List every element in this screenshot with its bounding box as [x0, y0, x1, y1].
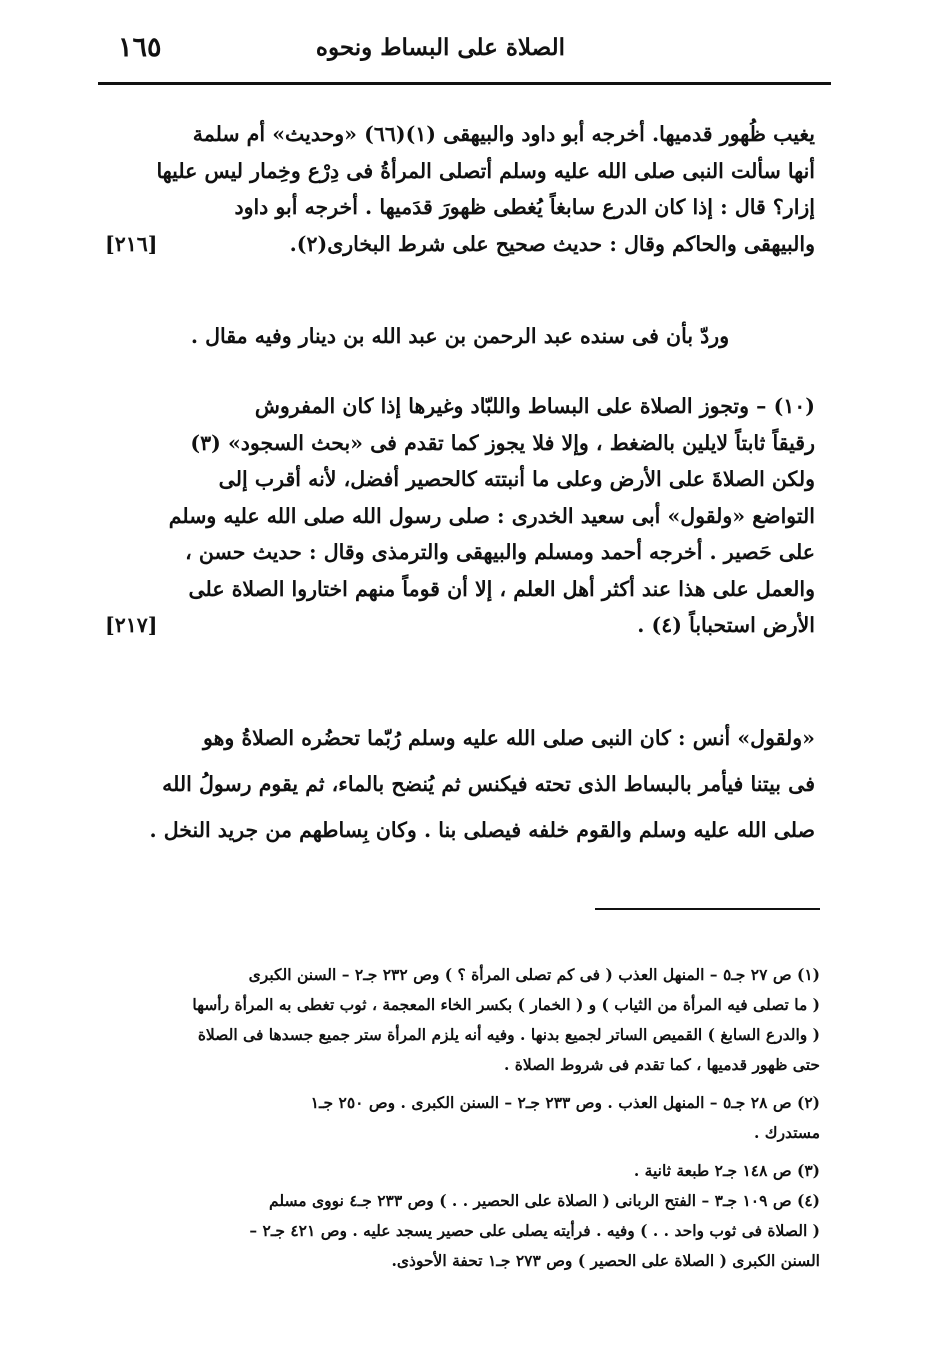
text-line: رقيقاً ثابتاً لايلين بالضغط ، وإلا فلا يجوز كما تقدم فى «بحث السجود» (٣) — [190, 430, 815, 455]
text-line: أنها سألت النبى صلى الله عليه وسلم أتصلى المرأةُ فى دِرْع وخِمار ليس عليها — [156, 158, 815, 183]
footnote-line: (٣) ص ١٤٨ جـ٢ طبعة ثانية . — [633, 1161, 820, 1180]
footnote-line: مستدرك . — [754, 1123, 820, 1142]
text-line-with-ref — [105, 226, 815, 263]
text-line-with-ref — [105, 607, 815, 644]
running-title: الصلاة على البساط ونحوه — [315, 34, 565, 61]
text-line: وردّ بأن فى سنده عبد الرحمن بن عبد الله بن دينار وفيه مقال . — [190, 324, 730, 348]
footnote-2 — [110, 1088, 820, 1148]
hadith-number: [٢١٧] — [105, 613, 158, 637]
footnote-gap — [110, 1148, 820, 1156]
footnote-line: السنن الكبرى ( الصلاة على الحصير ) وص ٢٧٣ جـ١ تحفة الأحوذى. — [391, 1251, 820, 1270]
text-line: فى بيتنا فيأمر بالبساط الذى تحته فيكنس ثم يُنضح بالماء، ثم يقوم رسولُ الله — [162, 772, 815, 796]
footnote-line: (٢) ص ٢٨ جـ٥ – المنهل العذب . وص ٢٣٣ جـ٢ – السنن الكبرى . وص ٢٥٠ جـ١ — [310, 1093, 820, 1112]
hadith-number: [٢١٦] — [105, 231, 158, 256]
footnote-line: حتى ظهور قدميها ، كما تقدم فى شروط الصلاة . — [504, 1055, 820, 1074]
footnote-separator — [595, 908, 820, 910]
header-rule — [98, 82, 831, 85]
page-number: ١٦٥ — [118, 32, 162, 63]
footnote-4 — [110, 1186, 820, 1276]
paragraph-4 — [105, 715, 815, 853]
footnote-3 — [110, 1156, 820, 1186]
paragraph-2 — [105, 318, 815, 355]
text-line: صلى الله عليه وسلم والقوم خلفه فيصلى بنا . وكان بِساطهم من جريد النخل . — [149, 818, 815, 842]
footnote-line: ( ما تصلى فيه المرأة من الثياب ) و ( الخمار ) بكسر الخاء المعجمة ، ثوب تغطى به المرأة رأسها — [192, 995, 820, 1014]
footnote-line: (٤) ص ١٠٩ جـ٣ – الفتح الربانى ( الصلاة على الحصير . . ) وص ٢٣٣ جـ٤ نووى مسلم — [269, 1191, 820, 1210]
text-line: على حَصير . أخرجه أحمد ومسلم والبيهقى والترمذى وقال : حديث حسن ، — [185, 540, 815, 564]
paragraph-3 — [105, 388, 815, 644]
text-line: إزار؟ قال : إذا كان الدرع سابغاً يُغطى ظهورَ قدَميها . أخرجه أبو داود — [234, 195, 815, 219]
footnote-line: ( الصلاة فى ثوب واحد . . ) وفيه . فرأيته يصلى على حصير يسجد عليه . وص ٤٢١ جـ٢ – — [249, 1221, 820, 1240]
text-line: والبيهقى والحاكم وقال : حديث صحيح على شرط البخارى(٢). — [289, 231, 815, 256]
text-line: ولكن الصلاةَ على الأرض وعلى ما أنبتته كالحصير أفضل، لأنه أقرب إلى — [218, 467, 815, 491]
footnote-gap — [110, 1080, 820, 1088]
text-line: (١٠) – وتجوز الصلاة على البساط واللبّاد وغيرها إذا كان المفروش — [254, 394, 815, 418]
paragraph-1 — [105, 116, 815, 262]
page-header — [100, 28, 830, 72]
footnote-1 — [110, 960, 820, 1080]
footnotes — [110, 960, 820, 1276]
text-line: والعمل على هذا عند أكثر أهل العلم ، إلا أن قوماً منهم اختاروا الصلاة على — [188, 576, 815, 601]
text-line: التواضع «ولقول» أبى سعيد الخدرى : صلى رسول الله صلى الله عليه وسلم — [168, 503, 815, 528]
footnote-line: ( والدرع السابغ ) القميص الساتر لجميع بدنها . وفيه أنه يلزم المرأة ستر جميع جسدها فى الصلاة — [197, 1025, 820, 1044]
footnote-line: (١) ص ٢٧ جـ٥ – المنهل العذب ( فى كم تصلى المرأة ؟ ) وص ٢٣٢ جـ٢ – السنن الكبرى — [248, 965, 820, 984]
text-line: «ولقول» أنس : كان النبى صلى الله عليه وسلم رُبّما تحضُره الصلاةُ وهو — [203, 726, 815, 750]
text-line: يغيب ظُهور قدميها. أخرجه أبو داود والبيهقى (١)(٦٦) «وحديث» أم سلمة — [192, 122, 815, 146]
text-line: الأرض استحباباً (٤) . — [637, 613, 815, 637]
